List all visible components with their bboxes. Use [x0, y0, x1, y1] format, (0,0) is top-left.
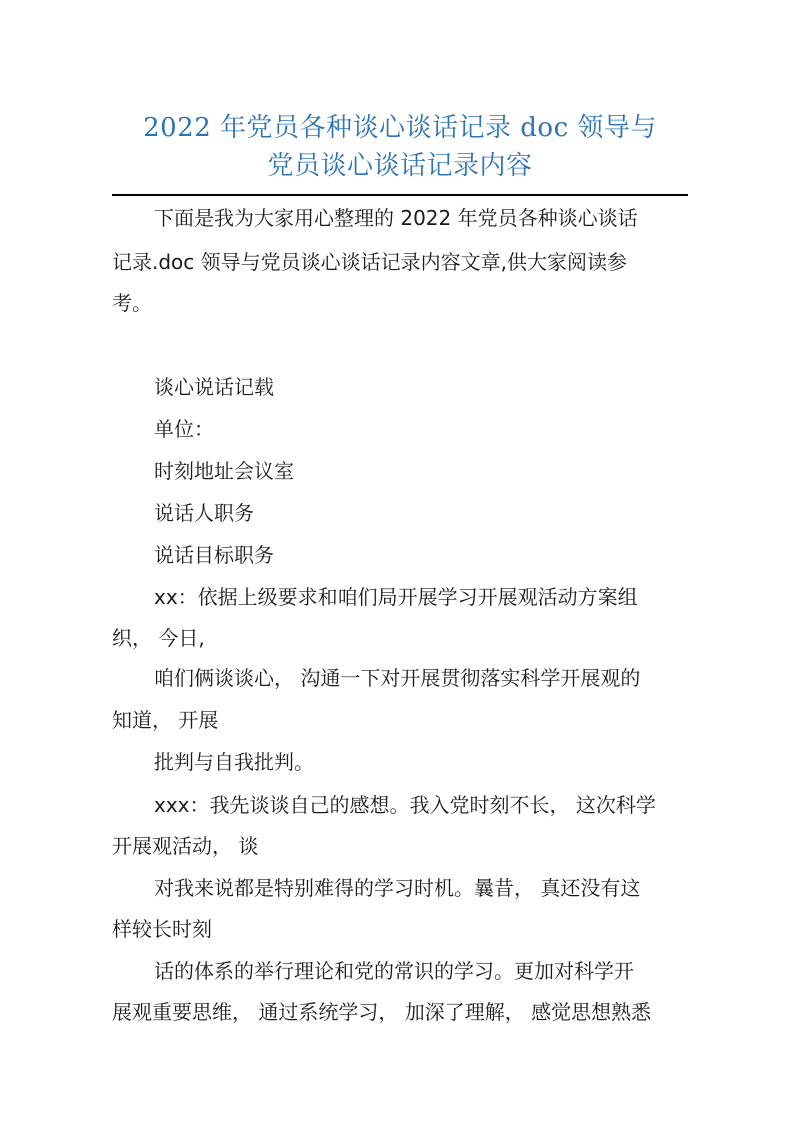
body-line: 单位：	[154, 417, 214, 441]
body-line: 批判与自我批判。	[154, 750, 314, 774]
document-title-line-1: 2022 年党员各种谈心谈话记录 doc 领导与	[143, 113, 657, 143]
body-line: 织， 今日,	[112, 626, 205, 650]
body-line: 记录.doc 领导与党员谈心谈话记录内容文章,供大家阅读参	[112, 250, 627, 274]
body-line: 开展观活动， 谈	[112, 834, 259, 858]
document-title-line-2: 党员谈心谈话记录内容	[267, 151, 533, 181]
body-line: 说话目标职务	[154, 543, 274, 567]
body-line: 说话人职务	[154, 501, 254, 525]
body-line: 时刻地址会议室	[154, 459, 294, 483]
body-line: xxx：我先谈谈自己的感想。我入党时刻不长， 这次科学	[154, 793, 656, 817]
body-line: 展观重要思维， 通过系统学习， 加深了理解， 感觉思想熟悉	[112, 1000, 652, 1024]
body-line: 对我来说都是特别难得的学习时机。曩昔， 真还没有这	[154, 876, 641, 900]
body-line: 知道， 开展	[112, 708, 219, 732]
title-divider	[112, 194, 688, 196]
body-line: 考。	[112, 291, 152, 315]
body-line: 下面是我为大家用心整理的 2022 年党员各种谈心谈话	[154, 206, 638, 230]
body-line: 话的体系的举行理论和党的常识的学习。更加对科学开	[154, 959, 634, 983]
body-line: 样较长时刻	[112, 917, 212, 941]
body-line: 谈心说话记载	[154, 375, 274, 399]
body-line: 咱们俩谈谈心， 沟通一下对开展贯彻落实科学开展观的	[154, 666, 641, 690]
body-line: xx：依据上级要求和咱们局开展学习开展观活动方案组	[154, 585, 638, 609]
